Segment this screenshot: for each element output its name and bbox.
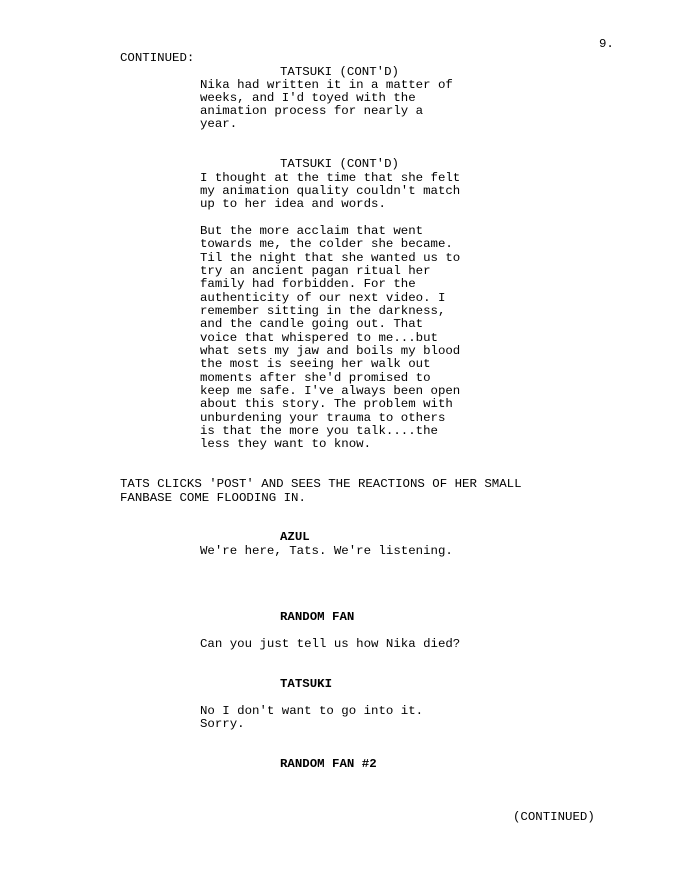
dialogue-line: No I don't want to go into it. [200, 704, 424, 718]
dialogue-line: towards me, the colder she became. [200, 237, 453, 251]
dialogue-line: Can you just tell us how Nika died? [200, 637, 461, 651]
dialogue-line: Sorry. [200, 717, 245, 731]
character-name: TATSUKI (CONT'D) [280, 65, 399, 79]
dialogue-line: year. [200, 117, 238, 131]
dialogue-line: what sets my jaw and boils my blood [200, 344, 461, 358]
dialogue-line: try an ancient pagan ritual her [200, 264, 431, 278]
dialogue-line: But the more acclaim that went [200, 224, 424, 238]
character-name: TATSUKI (CONT'D) [280, 157, 399, 171]
character-name-random-fan-2: RANDOM FAN #2 [280, 757, 377, 771]
dialogue-line: voice that whispered to me...but [200, 331, 438, 345]
action-line: FANBASE COME FLOODING IN. [120, 491, 306, 505]
dialogue-line: authenticity of our next video. I [200, 291, 446, 305]
action-line: TATS CLICKS 'POST' AND SEES THE REACTIONS OF HER SMALL [120, 477, 522, 491]
dialogue-line: remember sitting in the darkness, [200, 304, 446, 318]
dialogue-line: unburdening your trauma to others [200, 411, 446, 425]
dialogue-line: my animation quality couldn't match [200, 184, 461, 198]
dialogue-line: Nika had written it in a matter of [200, 78, 453, 92]
character-name-azul: AZUL [280, 530, 310, 544]
dialogue-line: moments after she'd promised to [200, 371, 431, 385]
dialogue-line: is that the more you talk....the [200, 424, 438, 438]
dialogue-line: less they want to know. [200, 437, 372, 451]
continued-header: CONTINUED: [120, 51, 195, 65]
dialogue-line: about this story. The problem with [200, 397, 453, 411]
dialogue-line: We're here, Tats. We're listening. [200, 544, 453, 558]
page-number: 9. [599, 37, 614, 51]
dialogue-line: weeks, and I'd toyed with the [200, 91, 416, 105]
dialogue-line: I thought at the time that she felt [200, 171, 461, 185]
continued-footer: (CONTINUED) [513, 810, 595, 824]
dialogue-line: keep me safe. I've always been open [200, 384, 461, 398]
character-name-tatsuki: TATSUKI [280, 677, 333, 691]
dialogue-line: family had forbidden. For the [200, 277, 416, 291]
character-name-random-fan: RANDOM FAN [280, 610, 355, 624]
dialogue-line: and the candle going out. That [200, 317, 424, 331]
dialogue-line: up to her idea and words. [200, 197, 386, 211]
dialogue-line: Til the night that she wanted us to [200, 251, 461, 265]
dialogue-line: animation process for nearly a [200, 104, 424, 118]
dialogue-line: the most is seeing her walk out [200, 357, 431, 371]
